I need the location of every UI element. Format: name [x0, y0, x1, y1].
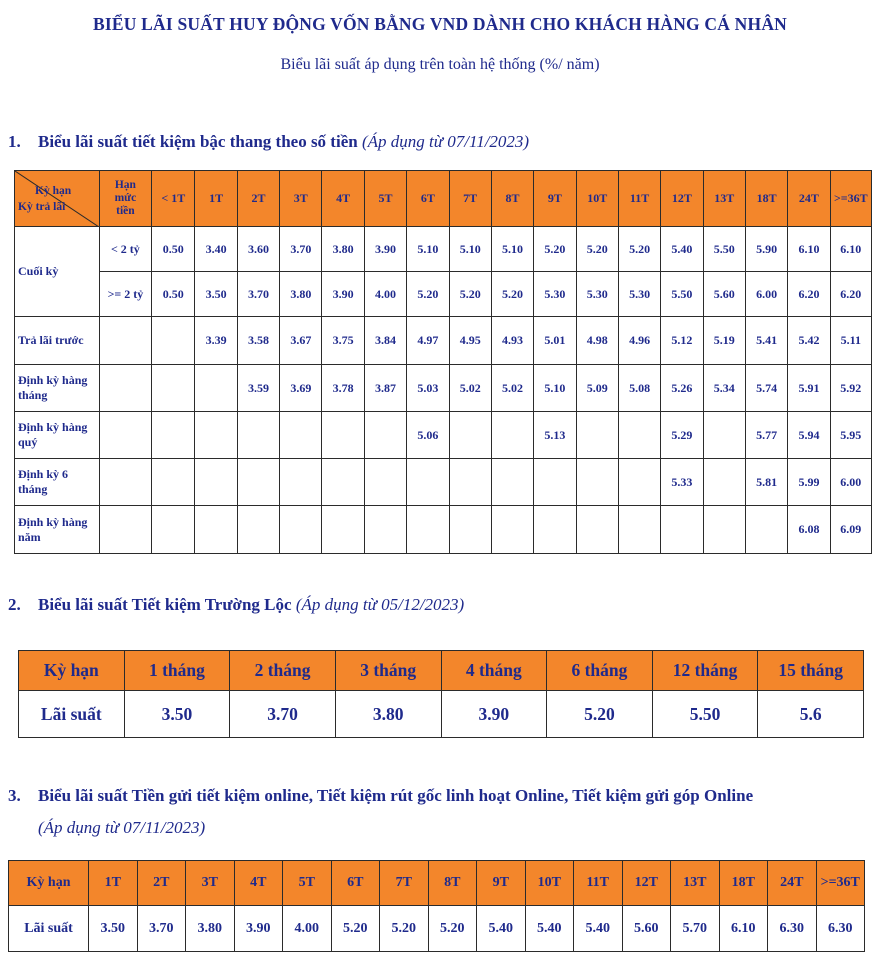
term-header-cell: 6 tháng [547, 651, 653, 691]
rate-cell: 5.30 [576, 272, 618, 317]
rate-cell [449, 459, 491, 506]
rate-cell: 4.98 [576, 317, 618, 365]
rate-cell: 3.39 [195, 317, 237, 365]
table-row [9, 906, 865, 952]
rate-cell [407, 506, 449, 554]
rate-cell: 5.60 [703, 272, 745, 317]
amount-header-word: tiền [116, 205, 135, 217]
term-header-cell: 2T [137, 861, 186, 906]
rate-cell [322, 459, 364, 506]
section-1-heading [8, 132, 529, 152]
rate-cell [364, 412, 406, 459]
table-row [15, 412, 872, 459]
rate-cell: 5.95 [830, 412, 871, 459]
rate-cell [364, 459, 406, 506]
row-label: Định kỳ 6 tháng [15, 459, 100, 506]
rate-cell: 5.34 [703, 365, 745, 412]
rate-cell: 3.80 [335, 691, 441, 738]
rate-cell [449, 506, 491, 554]
rate-cell [237, 506, 279, 554]
term-header-cell: 4T [234, 861, 283, 906]
term-header-label: Kỳ hạn [19, 651, 125, 691]
table-row [15, 272, 872, 317]
rate-cell: 5.6 [758, 691, 864, 738]
rate-cell: 5.42 [788, 317, 830, 365]
term-header-cell: >=36T [816, 861, 865, 906]
truong-loc-table [18, 650, 864, 738]
rate-cell: 5.01 [534, 317, 576, 365]
section-2-heading [8, 595, 464, 615]
rate-cell: 6.00 [745, 272, 787, 317]
rate-cell: 4.93 [491, 317, 533, 365]
rate-cell: 5.02 [491, 365, 533, 412]
corner-term-label: Kỳ hạn [35, 185, 72, 197]
rate-cell: 4.00 [283, 906, 332, 952]
rate-cell [237, 459, 279, 506]
rate-cell: 3.84 [364, 317, 406, 365]
term-header-cell: 6T [331, 861, 380, 906]
diagonal-divider [15, 171, 99, 227]
amount-cell [99, 317, 151, 365]
rate-cell: 3.58 [237, 317, 279, 365]
rate-cell: 5.40 [477, 906, 526, 952]
term-header-cell: 11T [574, 861, 623, 906]
term-header-cell: 12T [661, 171, 703, 227]
rate-cell: 5.41 [745, 317, 787, 365]
rate-cell: 3.69 [280, 365, 322, 412]
rate-cell: 5.26 [661, 365, 703, 412]
rate-cell [618, 459, 660, 506]
rate-cell [152, 317, 195, 365]
rate-cell: 3.70 [280, 227, 322, 272]
rate-cell: 5.30 [534, 272, 576, 317]
rate-cell [152, 506, 195, 554]
rate-cell [703, 459, 745, 506]
rate-cell: 5.50 [652, 691, 758, 738]
rate-cell: 5.13 [534, 412, 576, 459]
rate-cell: 5.10 [534, 365, 576, 412]
section-1-note: (Áp dụng từ 07/11/2023) [361, 132, 530, 151]
rate-cell [661, 506, 703, 554]
table-header-row [9, 861, 865, 906]
rate-cell [576, 506, 618, 554]
term-header-cell: 13T [703, 171, 745, 227]
rate-cell: 5.90 [745, 227, 787, 272]
rate-cell: 5.09 [576, 365, 618, 412]
rate-cell: 6.30 [768, 906, 817, 952]
rate-cell: 3.50 [195, 272, 237, 317]
term-header-cell: 1T [89, 861, 138, 906]
term-header-cell: 8T [428, 861, 477, 906]
term-header-cell: 8T [491, 171, 533, 227]
rate-cell: 3.67 [280, 317, 322, 365]
term-header-cell: 5T [283, 861, 332, 906]
table-header-row [15, 171, 872, 227]
rate-cell [237, 412, 279, 459]
rate-cell: 3.87 [364, 365, 406, 412]
rate-cell: 5.40 [574, 906, 623, 952]
rate-cell: 4.00 [364, 272, 406, 317]
term-header-cell: 6T [407, 171, 449, 227]
amount-header-cell [99, 171, 151, 227]
rate-cell [195, 506, 237, 554]
rate-cell [195, 459, 237, 506]
rate-cell [152, 459, 195, 506]
rate-cell: 5.20 [618, 227, 660, 272]
rate-cell [322, 506, 364, 554]
rate-cell [745, 506, 787, 554]
rate-cell: 3.50 [89, 906, 138, 952]
amount-cell: >= 2 tỷ [99, 272, 151, 317]
rate-cell: 5.20 [380, 906, 429, 952]
amount-header-word: Hạn [114, 179, 136, 191]
rate-cell: 5.40 [525, 906, 574, 952]
amount-cell [99, 506, 151, 554]
rate-cell: 3.80 [186, 906, 235, 952]
page-subtitle: Biểu lãi suất áp dụng trên toàn hệ thống (%/ năm) [280, 56, 600, 73]
table-row [15, 459, 872, 506]
term-header-cell: 13T [671, 861, 720, 906]
rate-cell [618, 412, 660, 459]
corner-period-label: Kỳ trả lãi [18, 201, 66, 213]
corner-header-cell [15, 171, 100, 227]
rate-cell: 5.03 [407, 365, 449, 412]
rate-cell: 3.50 [124, 691, 230, 738]
rate-cell: 3.70 [137, 906, 186, 952]
rate-cell: 5.70 [671, 906, 720, 952]
rate-cell: 4.97 [407, 317, 449, 365]
rate-cell: 5.10 [491, 227, 533, 272]
rate-cell: 5.20 [547, 691, 653, 738]
rate-cell: 5.02 [449, 365, 491, 412]
rate-cell: 5.50 [703, 227, 745, 272]
rate-cell [491, 412, 533, 459]
term-header-cell: 9T [477, 861, 526, 906]
row-label-cuoi-ky: Cuối kỳ [15, 227, 100, 317]
rate-cell: 5.91 [788, 365, 830, 412]
term-header-cell: 3T [280, 171, 322, 227]
rate-cell: 5.08 [618, 365, 660, 412]
rate-cell [449, 412, 491, 459]
term-header-cell: 12 tháng [652, 651, 758, 691]
rate-cell: 5.20 [428, 906, 477, 952]
rate-cell: 5.50 [661, 272, 703, 317]
rate-cell: 3.40 [195, 227, 237, 272]
rate-cell: 3.59 [237, 365, 279, 412]
rate-cell [576, 459, 618, 506]
term-header-cell: 1T [195, 171, 237, 227]
section-3-number: 3. [8, 786, 21, 805]
rate-row-label: Lãi suất [19, 691, 125, 738]
rate-cell: 3.70 [230, 691, 336, 738]
rate-cell [195, 412, 237, 459]
rate-cell: 3.90 [364, 227, 406, 272]
rate-cell: 3.90 [441, 691, 547, 738]
rate-cell: 3.80 [322, 227, 364, 272]
rate-cell: 5.33 [661, 459, 703, 506]
rate-cell: 5.20 [576, 227, 618, 272]
rate-cell [534, 506, 576, 554]
rate-cell: 6.10 [788, 227, 830, 272]
section-3-heading [8, 786, 753, 806]
section-1-title: Biểu lãi suất tiết kiệm bậc thang theo số tiền [38, 132, 358, 151]
row-label: Trả lãi trước [15, 317, 100, 365]
term-header-cell: 3T [186, 861, 235, 906]
rate-cell [407, 459, 449, 506]
rate-cell: 3.80 [280, 272, 322, 317]
rate-cell [491, 506, 533, 554]
section-2-note: (Áp dụng từ 05/12/2023) [295, 595, 465, 614]
rate-cell: 5.11 [830, 317, 871, 365]
section-3-title: Biểu lãi suất Tiền gửi tiết kiệm online, Tiết kiệm rút gốc linh hoạt Online, Tiết kiệm gửi góp Online [38, 786, 754, 805]
rate-cell: 5.40 [661, 227, 703, 272]
rate-cell: 6.00 [830, 459, 871, 506]
rate-cell [280, 412, 322, 459]
amount-header-word: mức [114, 192, 137, 204]
term-header-label: Kỳ hạn [9, 861, 89, 906]
rate-cell: 6.20 [788, 272, 830, 317]
rate-row-label: Lãi suất [9, 906, 89, 952]
page-title: BIỂU LÃI SUẤT HUY ĐỘNG VỐN BẰNG VND DÀNH CHO KHÁCH HÀNG CÁ NHÂN [92, 14, 788, 34]
tiered-savings-table [14, 170, 872, 554]
rate-cell: 3.90 [322, 272, 364, 317]
rate-cell: 5.10 [449, 227, 491, 272]
rate-cell: 5.20 [449, 272, 491, 317]
amount-cell [99, 412, 151, 459]
amount-cell: < 2 tỷ [99, 227, 151, 272]
term-header-cell: 10T [525, 861, 574, 906]
row-label: Định kỳ hàng năm [15, 506, 100, 554]
term-header-cell: 10T [576, 171, 618, 227]
rate-cell: 4.95 [449, 317, 491, 365]
term-header-cell: 18T [719, 861, 768, 906]
table-row [15, 317, 872, 365]
term-header-cell: 5T [364, 171, 406, 227]
table-row [15, 365, 872, 412]
rate-cell: 5.20 [534, 227, 576, 272]
rate-cell: 0.50 [152, 272, 195, 317]
rate-cell: 6.20 [830, 272, 871, 317]
rate-cell [322, 412, 364, 459]
term-header-cell: 7T [449, 171, 491, 227]
term-header-cell: 18T [745, 171, 787, 227]
term-header-cell: 2T [237, 171, 279, 227]
rate-cell: 5.20 [491, 272, 533, 317]
term-header-cell: >=36T [830, 171, 871, 227]
rate-cell: 5.77 [745, 412, 787, 459]
rate-cell: 5.20 [407, 272, 449, 317]
rate-cell: 6.08 [788, 506, 830, 554]
row-label: Định kỳ hàng quý [15, 412, 100, 459]
term-header-cell: 15 tháng [758, 651, 864, 691]
term-header-cell: 2 tháng [230, 651, 336, 691]
table-row [19, 691, 864, 738]
rate-cell [152, 365, 195, 412]
row-label: Định kỳ hàng tháng [15, 365, 100, 412]
section-2-number: 2. [8, 595, 21, 614]
rate-cell: 5.60 [622, 906, 671, 952]
rate-cell [280, 506, 322, 554]
rate-cell [576, 412, 618, 459]
rate-cell: 5.19 [703, 317, 745, 365]
amount-cell [99, 459, 151, 506]
term-header-cell: 11T [618, 171, 660, 227]
rate-cell [618, 506, 660, 554]
rate-cell [364, 506, 406, 554]
amount-cell [99, 365, 151, 412]
table-row [15, 227, 872, 272]
section-2-title: Biểu lãi suất Tiết kiệm Trường Lộc [38, 595, 292, 614]
table-row [15, 506, 872, 554]
rate-cell: 3.75 [322, 317, 364, 365]
rate-cell: 5.81 [745, 459, 787, 506]
term-header-cell: 9T [534, 171, 576, 227]
rate-cell [280, 459, 322, 506]
table-header-row [19, 651, 864, 691]
rate-cell: 3.78 [322, 365, 364, 412]
rate-cell: 5.99 [788, 459, 830, 506]
rate-cell: 5.10 [407, 227, 449, 272]
rate-cell: 6.10 [719, 906, 768, 952]
section-1-number: 1. [8, 132, 21, 151]
term-header-cell: 7T [380, 861, 429, 906]
rate-cell: 5.06 [407, 412, 449, 459]
term-header-cell: 24T [768, 861, 817, 906]
term-header-cell: < 1T [152, 171, 195, 227]
rate-cell: 6.30 [816, 906, 865, 952]
term-header-cell: 1 tháng [124, 651, 230, 691]
term-header-cell: 12T [622, 861, 671, 906]
rate-cell [195, 365, 237, 412]
rate-cell [152, 412, 195, 459]
rate-cell: 5.94 [788, 412, 830, 459]
rate-cell: 3.70 [237, 272, 279, 317]
rate-cell: 5.74 [745, 365, 787, 412]
rate-cell: 5.92 [830, 365, 871, 412]
term-header-cell: 4T [322, 171, 364, 227]
rate-cell: 5.12 [661, 317, 703, 365]
rate-cell: 4.96 [618, 317, 660, 365]
section-3-note: (Áp dụng từ 07/11/2023) [38, 818, 206, 837]
online-savings-table [8, 860, 865, 952]
rate-cell [534, 459, 576, 506]
rate-cell [703, 506, 745, 554]
term-header-cell: 3 tháng [335, 651, 441, 691]
rate-cell: 5.29 [661, 412, 703, 459]
rate-cell: 5.20 [331, 906, 380, 952]
term-header-cell: 4 tháng [441, 651, 547, 691]
rate-cell [703, 412, 745, 459]
rate-cell: 5.30 [618, 272, 660, 317]
rate-cell [491, 459, 533, 506]
rate-cell: 6.09 [830, 506, 871, 554]
term-header-cell: 24T [788, 171, 830, 227]
rate-cell: 3.60 [237, 227, 279, 272]
rate-cell: 6.10 [830, 227, 871, 272]
rate-cell: 0.50 [152, 227, 195, 272]
rate-cell: 3.90 [234, 906, 283, 952]
